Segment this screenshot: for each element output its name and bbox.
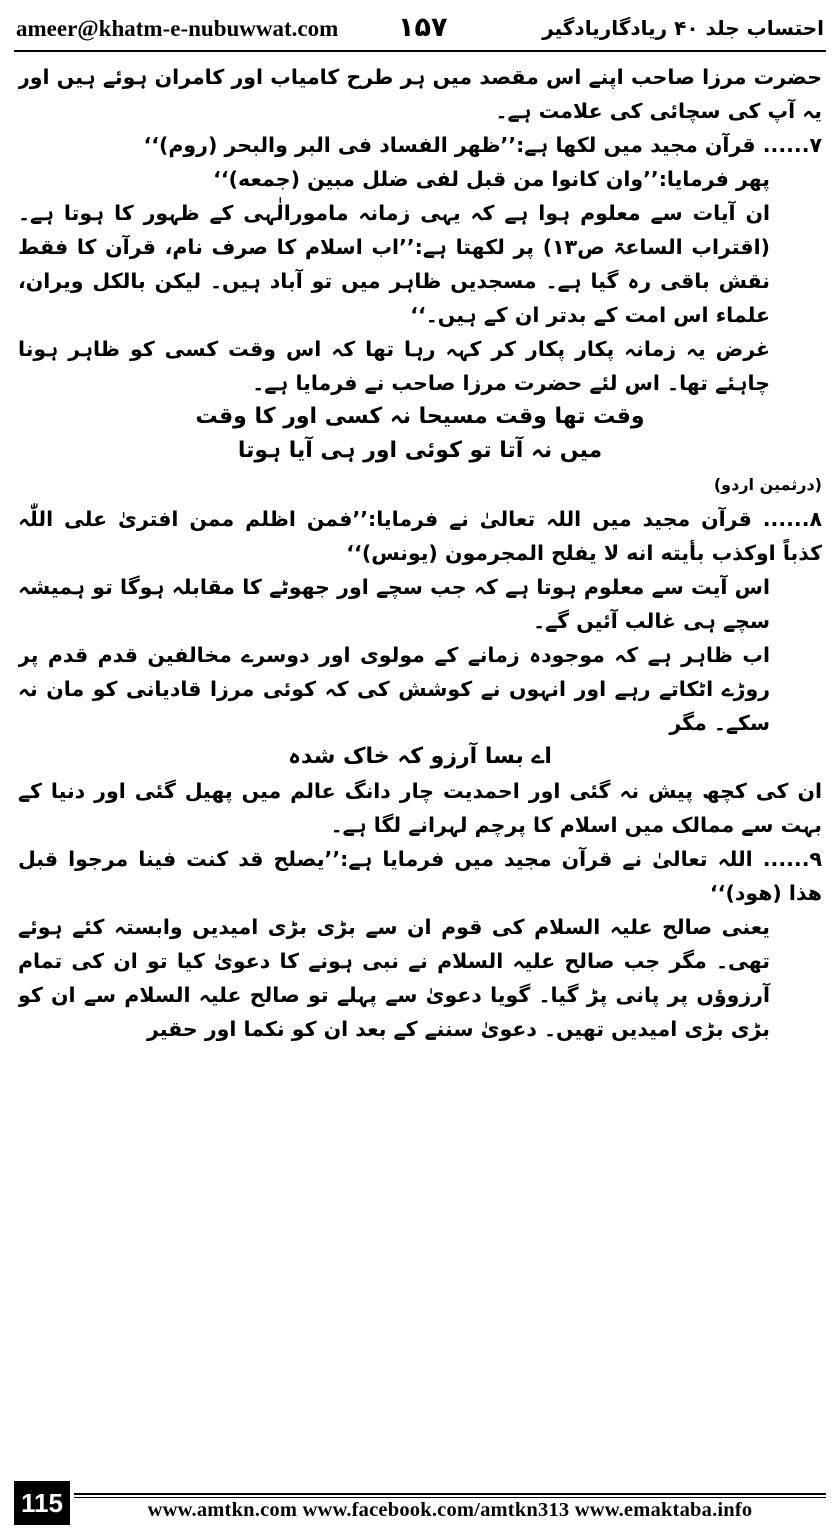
item-7-line	[18, 128, 822, 162]
page-footer	[14, 1481, 826, 1525]
item-7-followup: پھر فرمایا:’’وان کانوا من قبل لفی ضلل مبین (جمعه)‘‘	[213, 167, 770, 191]
item-9-line	[18, 842, 822, 910]
header-book-title: احتساب جلد ۴۰ ریادگاریادگیر	[542, 16, 824, 40]
header-page-number: ۱۵۷	[398, 12, 448, 43]
header-email: ameer@khatm-e-nubuwwat.com	[16, 16, 339, 41]
paragraph-opponents: اب ظاہر ہے کہ موجودہ زمانے کے مولوی اور دوسرے مخالفین قدم قدم پر روڑے اٹکاتے رہے اور انہوں نے کوشش کی کہ کوئی مرزا قادیانی کو مان نہ سکے۔ مگر	[18, 643, 770, 735]
footer-links: www.amtkn.com www.facebook.com/amtkn313 www.emaktaba.info	[147, 1499, 753, 1521]
item-8-line	[18, 502, 822, 570]
page-content	[18, 60, 822, 1470]
verse-line-1: وقت تھا وقت مسیحا نہ کسی اور کا وقت	[195, 404, 645, 429]
footer-page-number: 115	[14, 1481, 70, 1525]
paragraph-saleh: یعنی صالح علیہ السلام کی قوم ان سے بڑی بڑی امیدیں وابستہ کئے ہوئے تھی۔ مگر جب صالح علیہ السلام نے نبی ہونے کا دعویٰ کیا تو ان کی تمام آرزوؤں پر پانی پڑ گیا۔ گویا دعویٰ سے پہلے تو صالح علیہ السلام سے ان کو بڑی بڑی امیدیں تھیں۔ دعویٰ سننے کے بعد ان کو نکما اور حقیر	[18, 915, 770, 1041]
item-9-text: اللہ تعالیٰ نے قرآن مجید میں فرمایا ہے:’’یصلح قد کنت فینا مرجوا قبل هذا (هود)‘‘	[18, 847, 822, 905]
footer-rule-thin	[74, 1497, 826, 1498]
item-7-text: قرآن مجید میں لکھا ہے:’’ظھر الفساد فی البر والبحر (روم)‘‘	[143, 133, 756, 157]
paragraph-ayat-explanation: ان آیات سے معلوم ہوا ہے کہ یہی زمانہ مامورالٰہی کے ظہور کا ہوتا ہے۔(اقتراب الساعۃ ص۱۳) پر لکھتا ہے:’’اب اسلام کا صرف نام، قرآن کا فقط نقش باقی رہ گیا ہے۔ مسجدیں ظاہر میں تو آباد ہیں۔ لیکن بالکل ویران، علماء اس امت کے بدتر ان کے ہیں۔‘‘	[18, 201, 770, 327]
footer-rule	[74, 1493, 826, 1495]
item-marker-9: ۹......	[762, 847, 822, 871]
paragraph-ayat-meaning: اس آیت سے معلوم ہوتا ہے کہ جب سچے اور جھوٹے کا مقابلہ ہوگا تو ہمیشہ سچے ہی غالب آئیں گے۔	[18, 575, 770, 633]
paragraph-intro: حضرت مرزا صاحب اپنے اس مقصد میں ہر طرح کامیاب اور کامران ہوئے ہیں اور یہ آپ کی سچائی کی علامت ہے۔	[18, 65, 822, 123]
item-marker-7: ۷......	[762, 133, 822, 157]
verse-line-3: اے بسا آرزو کہ خاک شدہ	[288, 744, 552, 769]
item-marker-8: ۸......	[762, 507, 822, 531]
verse-line-2: میں نہ آتا تو کوئی اور ہی آیا ہوتا	[237, 438, 603, 463]
verse-source: (درثمین اردو)	[713, 475, 822, 494]
item-8-text: قرآن مجید میں اللہ تعالیٰ نے فرمایا:’’فمن اظلم ممن افتریٰ علی اللّٰہ کذباً اوکذب بأیته انه لا یفلح المجرمون (یونس)‘‘	[18, 507, 822, 565]
paragraph-call: غرض یہ زمانہ پکار پکار کر کہہ رہا تھا کہ اس وقت کسی کو ظاہر ہونا چاہئے تھا۔ اس لئے حضرت مرزا صاحب نے فرمایا ہے۔	[18, 337, 770, 395]
page-header	[14, 14, 826, 52]
paragraph-spread: ان کی کچھ پیش نہ گئی اور احمدیت چار دانگ عالم میں پھیل گئی اور دنیا کے بہت سے ممالک میں اسلام کا پرچم لہرانے لگا ہے۔	[18, 779, 822, 837]
